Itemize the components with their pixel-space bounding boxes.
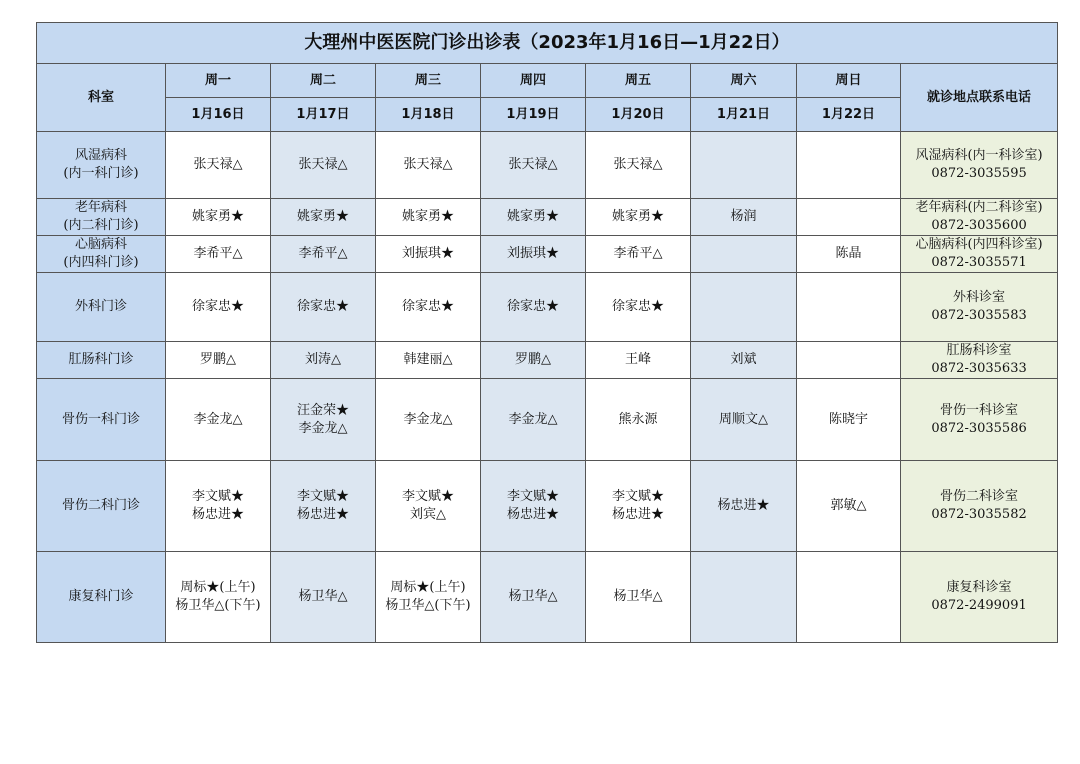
doctor-name: 杨忠进★ [296,507,349,522]
doctor-name: 刘振琪★ [401,246,454,261]
doctor-name: 周顺文△ [719,411,768,427]
schedule-cell [797,379,901,461]
doctor-name: 李金龙△ [298,420,348,436]
doctor-name: 李文赋★ [191,489,244,504]
schedule-cell [481,236,586,273]
doctor-name: 徐家忠★ [296,299,349,314]
table-row [37,342,1058,379]
clinic-room: 骨伤二科诊室 [940,489,1019,504]
schedule-cell [797,132,901,199]
schedule-cell [586,132,691,199]
doctor-name: 徐家忠★ [611,299,664,314]
phone-number: 0872-3035633 [931,361,1027,376]
schedule-cell [481,379,586,461]
date-header: 1月22日 [797,98,901,132]
schedule-cell [166,132,271,199]
doctor-name: 张天禄△ [193,157,243,172]
schedule-cell [586,461,691,552]
date-header: 1月17日 [271,98,376,132]
weekday-header: 周二 [271,64,376,98]
schedule-cell [481,461,586,552]
doctor-name: 杨卫华△(下午) [385,598,471,613]
schedule-cell [166,552,271,643]
schedule-cell [481,273,586,342]
date-header: 1月16日 [166,98,271,132]
dept-cell [37,199,166,236]
schedule-cell [271,199,376,236]
dept-cell [37,461,166,552]
location-header: 就诊地点联系电话 [901,64,1058,132]
clinic-room: 肛肠科诊室 [946,343,1012,358]
schedule-cell [586,199,691,236]
doctor-name: 杨卫华△ [613,589,663,604]
doctor-name: 徐家忠★ [401,299,454,314]
doctor-name: 张天禄△ [403,157,453,172]
table-row [37,552,1058,643]
schedule-cell [797,552,901,643]
phone-number: 0872-3035583 [931,308,1027,323]
dept-name: 风湿病科 [74,148,127,163]
doctor-name: 杨忠进★ [717,498,770,513]
schedule-cell [691,132,797,199]
phone-number: 0872-3035600 [931,218,1027,233]
doctor-name: 姚家勇★ [401,209,454,224]
dept-name: (内四科门诊) [63,255,139,270]
doctor-name: 徐家忠★ [506,299,559,314]
schedule-cell [797,199,901,236]
location-cell [901,132,1058,199]
schedule-table [36,22,1058,643]
schedule-cell [481,199,586,236]
schedule-cell [376,273,481,342]
schedule-cell [271,379,376,461]
schedule-cell [586,273,691,342]
schedule-cell [166,273,271,342]
schedule-cell [166,461,271,552]
schedule-cell [691,379,797,461]
dept-name: 康复科门诊 [68,589,134,604]
doctor-name: 刘斌 [730,352,757,367]
schedule-cell [797,236,901,273]
dept-name: (内二科门诊) [63,218,139,233]
doctor-name: 李金龙△ [193,411,243,427]
table-row [37,461,1058,552]
doctor-name: 张天禄△ [508,157,558,172]
schedule-cell [797,461,901,552]
schedule-cell [691,342,797,379]
dept-name: 外科门诊 [74,299,127,314]
doctor-name: 郭敏△ [830,498,867,513]
schedule-cell [376,379,481,461]
doctor-name: 徐家忠★ [191,299,244,314]
schedule-cell [691,199,797,236]
schedule-cell [376,461,481,552]
date-header: 1月21日 [691,98,797,132]
doctor-name: 杨忠进★ [611,507,664,522]
schedule-cell [691,461,797,552]
location-cell [901,552,1058,643]
dept-name: 心脑病科 [74,237,127,252]
schedule-body [37,132,1058,643]
doctor-name: 罗鹏△ [515,352,551,367]
table-title: 大理州中医医院门诊出诊表（2023年1月16日—1月22日） [37,23,1058,64]
table-row [37,199,1058,236]
doctor-name: 杨卫华△ [508,589,558,604]
doctor-name: 刘宾△ [410,507,446,522]
doctor-name: 刘振琪★ [506,246,559,261]
phone-number: 0872-3035586 [931,420,1027,436]
dept-name: (内一科门诊) [63,166,139,181]
table-row [37,273,1058,342]
schedule-cell [691,552,797,643]
schedule-cell [271,552,376,643]
table-row [37,379,1058,461]
schedule-cell [586,379,691,461]
weekday-header: 周六 [691,64,797,98]
location-cell [901,379,1058,461]
clinic-room: 风湿病科(内一科诊室) [915,148,1043,163]
phone-number: 0872-2499091 [931,598,1027,613]
doctor-name: 周标★(上午) [390,580,466,595]
phone-number: 0872-3035595 [931,166,1027,181]
schedule-cell [691,273,797,342]
doctor-name: 李希平△ [193,246,243,261]
doctor-name: 周标★(上午) [180,580,256,595]
schedule-cell [797,342,901,379]
weekday-header: 周日 [797,64,901,98]
schedule-cell [166,342,271,379]
schedule-cell [166,236,271,273]
schedule-cell [376,132,481,199]
date-header: 1月18日 [376,98,481,132]
schedule-cell [586,342,691,379]
dept-cell [37,552,166,643]
schedule-cell [376,199,481,236]
schedule-cell [376,552,481,643]
doctor-name: 汪金荣★ [296,402,349,418]
doctor-name: 陈晓宇 [828,411,868,427]
doctor-name: 张天禄△ [298,157,348,172]
location-cell [901,273,1058,342]
dept-cell [37,132,166,199]
schedule-cell [797,273,901,342]
clinic-room: 康复科诊室 [946,580,1012,595]
doctor-name: 姚家勇★ [506,209,559,224]
location-cell [901,236,1058,273]
doctor-name: 韩建丽△ [403,352,453,367]
schedule-cell [481,552,586,643]
schedule-cell [481,132,586,199]
dept-name: 骨伤二科门诊 [61,498,140,513]
schedule-cell [376,236,481,273]
location-cell [901,342,1058,379]
doctor-name: 杨卫华△ [298,589,348,604]
schedule-cell [691,236,797,273]
doctor-name: 李文赋★ [506,489,559,504]
date-header: 1月19日 [481,98,586,132]
doctor-name: 姚家勇★ [611,209,664,224]
clinic-room: 骨伤一科诊室 [940,402,1019,418]
schedule-cell [376,342,481,379]
dept-cell [37,342,166,379]
doctor-name: 刘涛△ [305,352,341,367]
doctor-name: 杨忠进★ [191,507,244,522]
schedule-cell [166,379,271,461]
dept-name: 肛肠科门诊 [68,352,134,367]
schedule-cell [271,342,376,379]
doctor-name: 李文赋★ [611,489,664,504]
doctor-name: 罗鹏△ [200,352,236,367]
doctor-name: 陈晶 [835,246,862,261]
schedule-cell [271,236,376,273]
doctor-name: 杨忠进★ [506,507,559,522]
location-cell [901,199,1058,236]
dept-name: 骨伤一科门诊 [61,411,140,427]
dept-cell [37,273,166,342]
weekday-header: 周一 [166,64,271,98]
dept-header: 科室 [37,64,166,132]
doctor-name: 李金龙△ [508,411,558,427]
weekday-header: 周五 [586,64,691,98]
doctor-name: 熊永源 [618,411,658,427]
dept-cell [37,379,166,461]
schedule-cell [586,552,691,643]
doctor-name: 杨润 [730,209,757,224]
table-row [37,236,1058,273]
clinic-room: 老年病科(内二科诊室) [915,200,1043,215]
location-cell [901,461,1058,552]
weekday-header: 周三 [376,64,481,98]
schedule-cell [271,273,376,342]
phone-number: 0872-3035571 [931,255,1027,270]
schedule-cell [271,461,376,552]
schedule-cell [166,199,271,236]
weekday-header: 周四 [481,64,586,98]
phone-number: 0872-3035582 [931,507,1027,522]
schedule-cell [271,132,376,199]
doctor-name: 李文赋★ [296,489,349,504]
doctor-name: 李希平△ [298,246,348,261]
dept-cell [37,236,166,273]
dept-name: 老年病科 [74,200,127,215]
date-header: 1月20日 [586,98,691,132]
doctor-name: 王峰 [624,352,651,367]
doctor-name: 张天禄△ [613,157,663,172]
doctor-name: 李希平△ [613,246,663,261]
doctor-name: 杨卫华△(下午) [175,598,261,613]
clinic-room: 外科诊室 [953,290,1006,305]
schedule-cell [481,342,586,379]
doctor-name: 姚家勇★ [191,209,244,224]
clinic-room: 心脑病科(内四科诊室) [915,237,1043,252]
doctor-name: 姚家勇★ [296,209,349,224]
schedule-cell [586,236,691,273]
table-row [37,132,1058,199]
doctor-name: 李文赋★ [401,489,454,504]
doctor-name: 李金龙△ [403,411,453,427]
